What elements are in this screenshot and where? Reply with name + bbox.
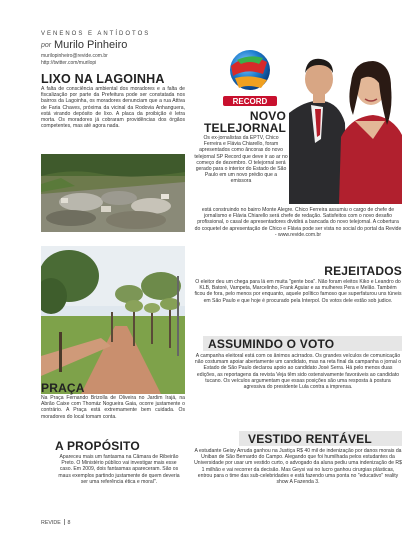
assumindo-title: ASSUMINDO O VOTO	[208, 337, 335, 351]
author-prefix: por	[41, 42, 52, 49]
novo-title-line2: TELEJORNAL	[203, 121, 286, 135]
vestido-title: VESTIDO RENTÁVEL	[248, 432, 372, 446]
praca-title: PRAÇA	[41, 381, 85, 395]
anchors-photo	[289, 43, 402, 204]
author-email[interactable]: murilopinheiro@revide.com.br	[41, 53, 108, 59]
rejeitados-title: REJEITADOS	[324, 264, 402, 278]
page-footer	[41, 519, 70, 526]
footer-page-number: 8	[67, 520, 71, 526]
aproposito-text: Apareceu mais um fantasma na Câmara de Ribeirão Preto. O Ministério público vai investigar mais esse caso. Em 2009, dois fantasmas apareceram. São os maus exemplos partindo justamente de quem deveria ser uma referência ética e moral".	[58, 454, 180, 485]
novo-title	[200, 110, 286, 134]
author-twitter[interactable]: http://twitter.com/murilopi	[41, 60, 97, 66]
lixo-title: LIXO NA LAGOINHA	[41, 72, 165, 86]
novo-title-line1: NOVO	[249, 109, 286, 123]
park-photo	[41, 246, 185, 394]
footer-separator	[64, 519, 65, 525]
record-logo-text: RECORD	[232, 97, 268, 106]
assumindo-text: A campanha eleitoral está com os ânimos acirrados. Os grandes veículos de comunicação não costumam apoiar abertamente um candidato, mas na reta final da campanha o jornal o Estado de São Paulo declarou apoio ao candidato José Serra. Há pelo menos duas edições, as reportagens da revista Veja têm sido ostensivamente favoráveis ao candidato tucano. Os veículos argumentam que essas posições são uma resposta à postura agressiva do presidente Lula contra a imprensa.	[194, 353, 402, 391]
column-label: VENENOS E ANTÍDOTOS	[41, 31, 151, 37]
praca-text: Na Praça Fernando Brizolla de Oliveira no Jardim Irajá, na Abrão Caixe com Thomáz Nogueira Gaia, ocorre justamente o contrário. A Praça está extremamente bem cuidada. Os moradores do local tomam conta.	[41, 395, 185, 420]
footer-magazine: REVIDE	[41, 520, 61, 526]
vestido-text: A estudante Geisy Arruda ganhou na Justiça R$ 40 mil de indenização por danos morais da Uniban de São Bernardo do Campo. Alegando que foi humilhada pelos estudantes da Universidade por usar um vestido curto, o advogado da aluna pediu uma indenização de R$ 1 milhão e vai recorrer da decisão. Mas Geysi vai no lucro ganhou cirurgias plásticas, entrou para o time das sub-celebridades e está fazendo uma ponta no "educativo" reality show A Fazenda 3.	[194, 448, 402, 486]
novo-text-continued: está construindo no bairro Monte Alegre. Chico Ferreira assumiu o cargo de chefe de jornalismo e Flávia Chiarello será chefe de redação. Satisfeitos com o novo desafio profissional, o casal de apresentadores dividirá a bancada do novo telejornal. A cobertura do coquetel de apresentação de Chico e Flávia pode ser vista no social do portal da Revide - www.revide.com.br	[194, 207, 402, 238]
garbage-photo	[41, 154, 185, 232]
novo-text: Os ex-jornalistas da EPTV, Chico Ferreira e Flávia Chiarello, foram apresentados como âncoras do novo telejornal SP Record que deve ir ao ar no começo de dezembro. O telejornal será gerado para o interior do Estado de São Paulo em um novo prédio que a emissora	[194, 135, 288, 185]
record-logo	[217, 44, 283, 110]
lixo-text: A falta de consciência ambiental dos moradores e a falta de fiscalização por parte da Prefeitura pode ser constatada nos bairros da Lagoinha, os moradores denunciam que a rua Attiva de Faria Chaves, próxima da vicinal da Rodovia Anhanguera, está virando depósito de lixo. A placa da proibição é letra morta. Os moradores já cobraram providências dos órgãos competentes, mas até agora nada.	[41, 86, 185, 130]
rejeitados-text: O eleitor deu um chega para lá em muita "gente boa". Não foram eleitos Kiko e Leandro do KLB, Batoré, Vampeta, Marcelinho, Frank Aguiar e as mulheres Pera e Melão. Também ficou de fora, pelo menos por enquanto, aquele político famoso que superfaturou uns túneis em São Paulo e que hoje é procurado pela Interpol. Os votos dele estão sob judice.	[194, 279, 402, 304]
aproposito-title: A PROPÓSITO	[55, 439, 140, 453]
author-name: Murilo Pinheiro	[54, 39, 128, 51]
